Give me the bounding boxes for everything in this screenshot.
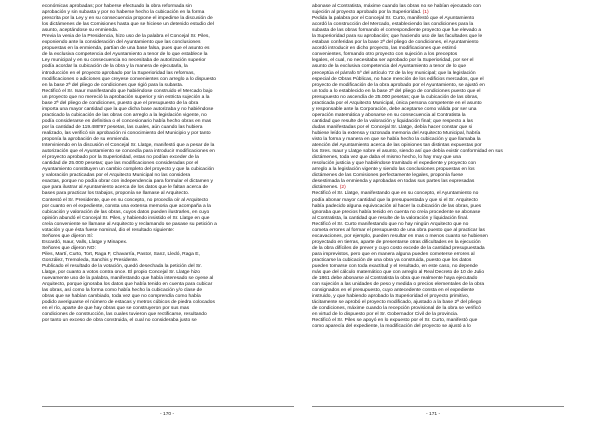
text-line: Piles, Martí, Curto, Tort, Raga F, Chavarría, Pastor, Sanz, Lledó, Raga E, bbox=[42, 251, 200, 257]
text-line: por la cantidad de 119.488'97 pesetas, las cuales, aún cuando las hubiera bbox=[42, 124, 203, 130]
text-line: podía acordar la cubicación de la obra y la manera de ejecutarla, la bbox=[42, 64, 188, 70]
text-line: Rectificó el Sr. Llatge, manifestando que en su concepto, el Ayuntamiento no bbox=[312, 191, 479, 197]
text-line: tácitamente se aprobó el proyecto modificado, ajustado a la base 2ª del pliego bbox=[312, 300, 482, 306]
text-line: Ayuntamiento constituyen un cambio completo del proyecto y que la cubicación bbox=[42, 167, 214, 173]
text-line: Pedida la palabra por el Concejal Sr. Curto, manifestó que el Ayuntamiento bbox=[312, 16, 475, 22]
text-line: en la base 2ª del pliego de condiciones que rigió para la subasta. bbox=[42, 82, 184, 88]
text-line: bases para practicar los trabajos, proponía se llamase al Arquitecto. bbox=[42, 191, 190, 197]
text-line: excavaciones, por ejemplo, pueden resultar en mas o menos cuanto se hubiesen bbox=[312, 233, 488, 239]
text-line: cantidad que resulte de la valoración y liquidación final; que respecto a las bbox=[312, 118, 473, 124]
text-line: nuevamente uso de la palabra, manifestando que había interesado se oyese al bbox=[42, 276, 214, 282]
text-line: por cuanto en el expediente, consta una extensa memoria que acompaña a la bbox=[42, 203, 211, 209]
text-line: Contestó el Sr. Presidente, que en su concepto, no procedía oír al Arquitecto bbox=[42, 197, 209, 203]
text-line: económicas aprobadas; por haberse efectuado la obra reformada sin bbox=[42, 4, 192, 9]
text-line: obras que se habían cambiado, toda vez que no comprendía como había bbox=[42, 294, 201, 300]
text-line: en virtud de lo dispuesto por el Sr. Gobernador Civil de la provincia. bbox=[312, 312, 459, 318]
text-line: hubiese leído la extensa y razonada memoria del Arquitecto Municipal, habría bbox=[312, 130, 481, 136]
text-line: asunto de la exclusiva competencia del Ayuntamiento a tenor de lo que bbox=[312, 64, 467, 70]
text-line: los Sres. Isaur y Llatge sobre el asunto, siendo así que debía existir conformidad en sus bbox=[312, 149, 503, 155]
text-line: introducción en el proyecto aprobado por la Superioridad las reformas, bbox=[42, 70, 195, 76]
text-line: estaban conferidas por la base 2ª del pliego de condiciones, el Ayuntamiento bbox=[312, 40, 479, 46]
text-line: subasta de las obras formando el correspondiente proyecto que fue elevado a bbox=[312, 28, 482, 34]
left-page-footer-rule bbox=[42, 406, 294, 407]
text-line: ignoraba que precios había tenido en cuenta no creía procedente se abonase bbox=[312, 209, 481, 215]
note-marker: (1) bbox=[422, 10, 429, 16]
right-page-number: - 171 - bbox=[426, 412, 441, 417]
text-line: Señores que dijeron Sí: bbox=[42, 233, 94, 239]
text-line: asunto, aceptándose su enmienda. bbox=[42, 28, 119, 34]
text-line: Escardó, Isaur, Valls, Llatge y Minapex. bbox=[42, 239, 128, 245]
right-page-footer-rule bbox=[312, 406, 564, 407]
text-line: Llatge, por cuanto a votos contra once. El propio Concejal Sr. Llatge hizo bbox=[42, 270, 200, 276]
text-line: que para ilustrar al Ayuntamiento acerca de los datos que le faltan acerca de bbox=[42, 185, 209, 191]
text-line: pueden tomarse con toda exactitud y el resultado, en este caso, no depende bbox=[312, 264, 478, 270]
text-line: acordó la construcción del Mercado, estableciendo las condiciones para la bbox=[312, 22, 474, 28]
text-line: acordó introducir en dicho proyecto, las modificaciones que estimó bbox=[312, 46, 457, 52]
text-line: Previa la venia de la Presidencia, hizo uso de la palabra el Concejal Sr. Piles, bbox=[42, 34, 210, 40]
text-line: de la exclusiva competencia del Ayuntamiento a tenor de lo que establece la bbox=[42, 52, 208, 58]
text-line: en el río, aparte de que hay obras que se construyeron por sus mas bbox=[42, 306, 190, 312]
text-line: Rectificó el Sr. Isaur manifestando que habiéndose construido el Mercado bajo bbox=[42, 88, 213, 94]
text-line: prescrita por la Ley y en su consecuencia propone el impedirse la discusión de bbox=[42, 16, 213, 22]
text-line: podía considerarse en definitiva o el concesionario había hecho obras en mas bbox=[42, 118, 212, 124]
left-page-number: - 170 - bbox=[160, 412, 175, 417]
text-line: Publicado el resultado de la votación, quedó desechada la petición del Sr. bbox=[42, 264, 202, 270]
text-line: cantidad de 25.000 pesetas; que las modificaciones consideradas por el bbox=[42, 161, 199, 167]
text-line: proponía la aprobación de su enmienda. bbox=[42, 137, 130, 143]
text-line: propuestas en la enmienda, partían de una base falsa, pues que el asunto es bbox=[42, 46, 210, 52]
text-line: de la obra difíciles de prever y cuyo costo excede de la cantidad presupuestada bbox=[312, 245, 485, 251]
right-page-text bbox=[312, 4, 564, 331]
text-line: y valoración practicadas por el Arquitecto Municipal no las considera bbox=[42, 173, 191, 179]
text-line: con sujeción a las unidades de peso y medida o precios elementales de la obra bbox=[312, 282, 485, 288]
text-line: realizado, las verificó sin aprobación ni conocimiento del Municipio y por tanto bbox=[42, 130, 211, 136]
text-line: podido averiguarse el número de estacas y metros cúbicos de piedra colocados bbox=[42, 300, 215, 306]
text-line: de 1861 debe abonarse al Contratista la obra que realmente haya ejecutado bbox=[312, 276, 478, 282]
text-line: practicarse la cubicación de una obra ya construida, puesto que los datos bbox=[312, 257, 472, 263]
text-line: arreglo a la legislación vigente y siendo las conclusiones propuestas en los bbox=[312, 167, 475, 173]
text-line: al Contratista, la cantidad que resulte de la valoración y liquidación final. bbox=[312, 215, 469, 221]
text-line: proyecto de modificación de la obra aprobado por el Ayuntamiento, se ajustó en bbox=[312, 82, 485, 88]
text-line: la Superioridad para su aprobación; que haciendo uso de las facultades que le bbox=[312, 34, 483, 40]
text-line: había padecido alguna equivocación al hacer la cubicación de las obras, pues bbox=[312, 203, 482, 209]
text-line: el proyecto aprobado por la Superioridad, estas no podían exceder de la bbox=[42, 155, 199, 161]
text-line: preceptúa el párrafo 5º del artículo 72 de la ley municipal; que la legislación bbox=[312, 70, 476, 76]
text-line: autorización que el Ayuntamiento se concedía para introducir modificaciones en bbox=[42, 149, 215, 155]
text-line: como aparecía del expediente, la modificación del proyecto se ajustó a lo bbox=[312, 324, 471, 330]
text-line: creía conveniente se llamase al Arquitecto y reclamando se pasase su petición a bbox=[42, 221, 217, 227]
text-line: aprobación y sin subasta y por no haberse hecho la cubicación en la forma bbox=[42, 10, 205, 16]
text-line: Señores que dijeron NO: bbox=[42, 245, 96, 251]
text-line: Rectificó el Sr. Piles se apoyó en lo expuesto por el Sr. Curto, manifestó que bbox=[312, 318, 478, 324]
text-line: dictámenes de las Comisiones perfectamente legales, proponía fuese bbox=[312, 173, 464, 179]
text-line: convenientes, formando otro proyecto con sujeción a los preceptos bbox=[312, 52, 458, 58]
text-line: votación y que ésta fuese nominal, dio el resultado siguiente: bbox=[42, 227, 175, 233]
text-line: resolución justicia y que habiéndose tramitado el expediente y proyecto con bbox=[312, 161, 476, 167]
text-line: por tanto un exceso de obra construida, el cual no consideraba justo se bbox=[42, 318, 197, 324]
text-line: visto la forma y manera en que se había hecho la cubicación y que llamaba la bbox=[312, 137, 481, 143]
text-line: practicada por el Arquitecto Municipal, única persona competente en el asunto bbox=[312, 100, 482, 106]
text-line: Rectificó el Sr. Curto manifestando que no hay ningún Arquitecto que no bbox=[312, 221, 469, 227]
text-line: base 2ª del pliego de condiciones, puesto que el presupuesto de la obra bbox=[42, 100, 199, 106]
text-line: de condiciones, máxime cuando la recepción provisional de la obra se verificó bbox=[312, 306, 481, 312]
text-line: sujeción al proyecto aprobado por la Superioridad. (1) bbox=[312, 10, 429, 16]
text-line: cubicación y valoración de las obras, cuyos datos pueden ilustrarles, en cuyo bbox=[42, 209, 210, 215]
text-line: para imprevistos, pero que en manera alguna pueden cometerse errores al bbox=[312, 251, 475, 257]
text-line: dictámenes, toda vez que daba el mismo hecho, lo hay muy que una bbox=[312, 155, 461, 161]
text-line: operación matemática y abonarse en su consecuencia al Contratista la bbox=[312, 112, 466, 118]
text-line: cometa errores al formar el presupuesto de una obra puesto que al practicar las bbox=[312, 227, 485, 233]
text-line: presupuesto no ascendía de 25.000 pesetas; que la cubicación de las obras, bbox=[312, 94, 479, 100]
text-line: importa una mayor cantidad que la que dicha base autorizaba y no habiéndose bbox=[42, 106, 214, 112]
text-line: atención del Ayuntamiento acerca de las opiniones tan distintas expuestas por bbox=[312, 143, 482, 149]
note-marker: (2) bbox=[339, 185, 346, 191]
text-line: condiciones de construcción, las cuales tuvieron que rectificarse, resultando bbox=[42, 312, 207, 318]
text-line: practicado la cubicación de las obras con arreglo a la legislación vigente, no bbox=[42, 112, 207, 118]
text-line: los dictámenes de las Comisiones hasta que se hiciese un detenido estudio del bbox=[42, 22, 214, 28]
text-line: especial de Obras Públicas, no hace mención de los edificios mercados, que el bbox=[312, 76, 484, 82]
text-line: consignados en el presupuesto, cuyo antecedente consta en el expediente bbox=[312, 288, 475, 294]
text-line: exactas, porque no podía obrar con independencia para formular el dictamen y bbox=[42, 179, 214, 185]
text-line: podía abonar mayor cantidad que la presupuestada y que si el Sr. Arquitecto bbox=[312, 197, 478, 203]
text-line: y responsable ante la Corporación, debe aceptarse como válida por ser una bbox=[312, 106, 477, 112]
text-line: legales, el cual, no necesitaba ser aprobado por la Superioridad, por ser el bbox=[312, 58, 474, 64]
text-line: González, Tremoleda, Sanchis y Presidente. bbox=[42, 257, 139, 263]
text-line: abonase al Contratista, máxime cuando las obras no se habían ejecutado con bbox=[312, 4, 481, 9]
text-line: un proyecto que no mereció la aprobación superior y sin estricta sujeción a la bbox=[42, 94, 210, 100]
text-line: Arquitecto, porque ignoraba los datos que había tenido en cuenta para cubicar bbox=[42, 282, 213, 288]
text-line: exponiendo ante la consideración del Ayuntamiento que las conclusiones bbox=[42, 40, 201, 46]
text-line: dictámenes. (2) bbox=[312, 185, 346, 191]
text-line: Interviniendo en la discusión el Concejal Sr. Llatge, manifestó que a pesar de la bbox=[42, 143, 215, 149]
text-line: las obras, así como la forma como había hecho la cubicación y/o clase de bbox=[42, 288, 203, 294]
text-line: dudas manifestadas por el Concejal Sr. Llatge, debía hacer constar que si bbox=[312, 124, 473, 130]
text-line: un todo a lo establecido en la base 2ª del pliego de condiciones puesto que el bbox=[312, 88, 481, 94]
text-line: más que del cálculo matemático que con arreglo al Real Decreto de 10 de Julio bbox=[312, 270, 485, 276]
text-line: desestimada la enmienda y aprobadas en todas sus partes las expresadas bbox=[312, 179, 475, 185]
left-page-text bbox=[42, 4, 294, 324]
text-line: proyectado en tierras, aparte de presentarse otras dificultades en la ejecución bbox=[312, 239, 481, 245]
text-line: Ley municipal y en su consecuencia no necesitaba de autorización superior bbox=[42, 58, 206, 64]
text-line: modificaciones o adiciones que creyese convenientes con arreglo a lo dispuesto bbox=[42, 76, 216, 82]
text-line: opinión abundó el Concejal Sr. Piles, y habiendo insistido el Sr. Llatge en que bbox=[42, 215, 210, 221]
text-line: instruido, y que habiendo aprobado la Superioridad el proyecto primitivo, bbox=[312, 294, 470, 300]
